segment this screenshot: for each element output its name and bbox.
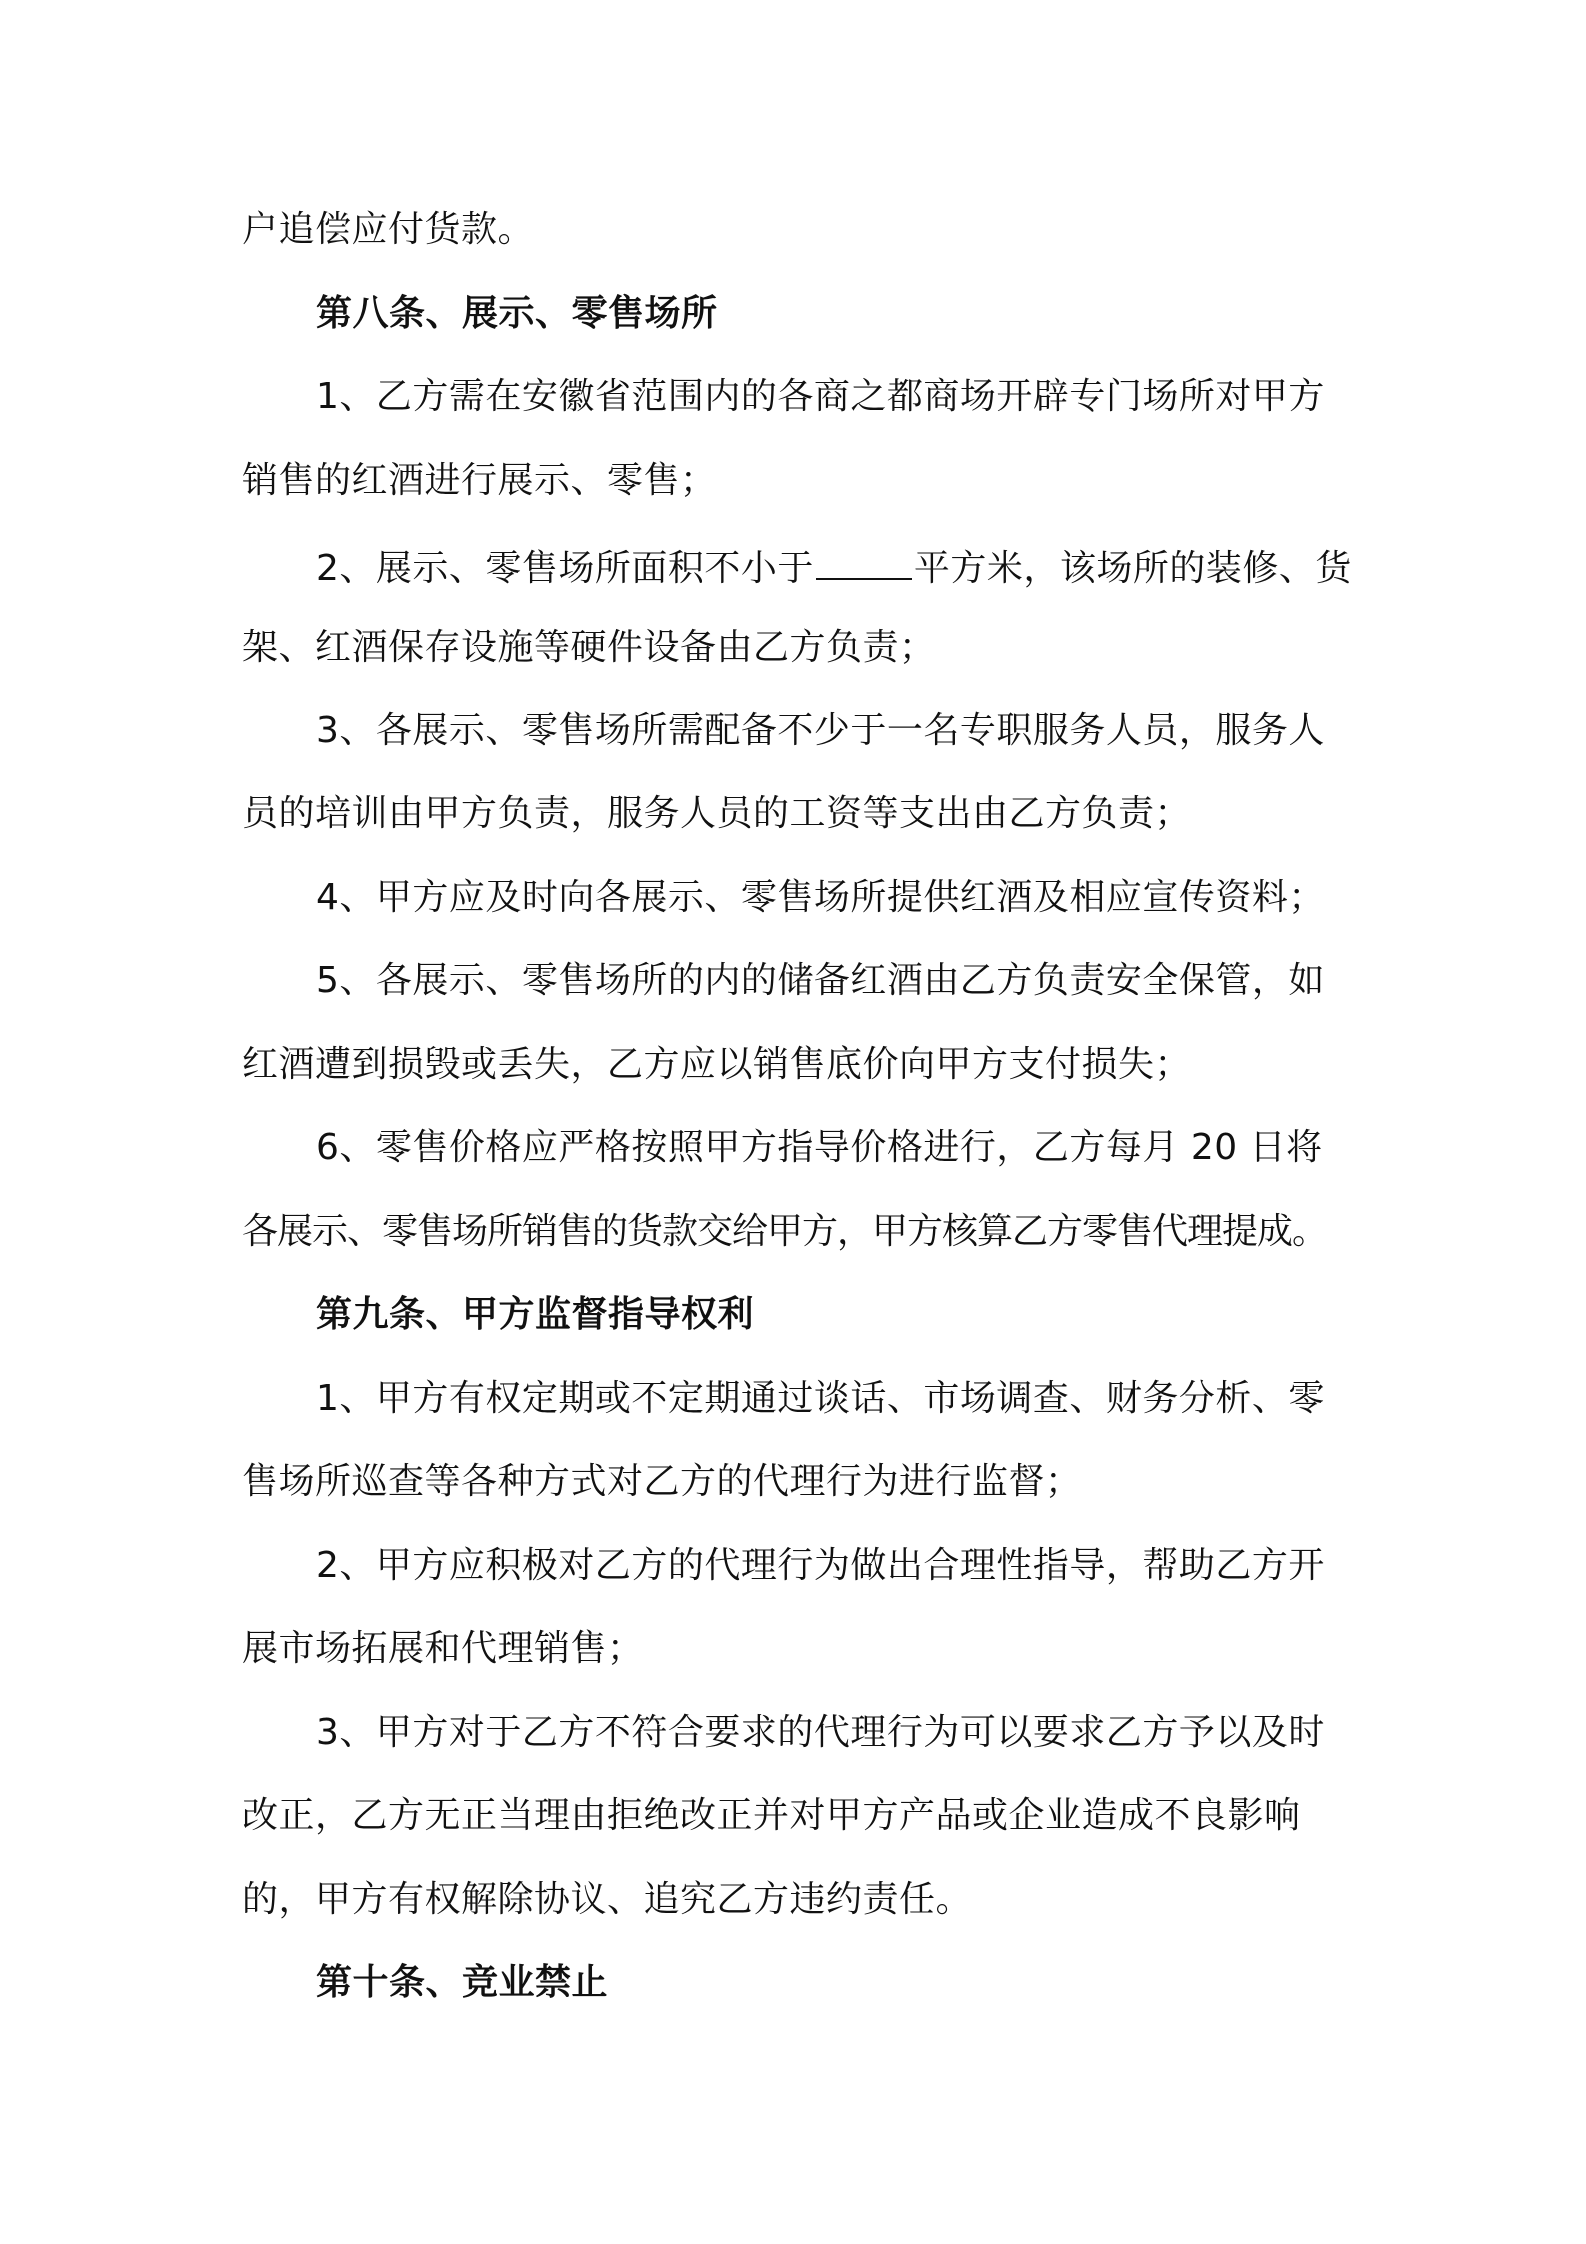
paragraph-line <box>316 1709 1436 1757</box>
text-line: 2、甲方应积极对乙方的代理行为做出合理性指导，帮助乙方开 <box>316 1545 1325 1586</box>
text-line: 1、甲方有权定期或不定期通过谈话、市场调查、财务分析、零 <box>316 1378 1325 1419</box>
paragraph-line <box>242 1792 1362 1840</box>
text-line: 销售的红酒进行展示、零售； <box>242 460 717 501</box>
text-line: 5、各展示、零售场所的内的储备红酒由乙方负责安全保管，如 <box>316 960 1325 1001</box>
paragraph-line <box>316 874 1436 922</box>
paragraph-line <box>242 790 1362 838</box>
text-line: 2、展示、零售场所面积不小于 <box>316 548 814 589</box>
text-line: 架、红酒保存设施等硬件设备由乙方负责； <box>242 627 936 668</box>
text-line: 售场所巡查等各种方式对乙方的代理行为进行监督； <box>242 1461 1082 1502</box>
paragraph-line <box>316 707 1436 755</box>
text-line: 各展示、零售场所销售的货款交给甲方，甲方核算乙方零售代理提成。 <box>242 1211 1328 1252</box>
paragraph-line <box>316 957 1436 1005</box>
text-line: 6、零售价格应严格按照甲方指导价格进行，乙方每月 20 日将 <box>316 1127 1323 1168</box>
paragraph-line <box>242 1625 1362 1673</box>
text-line: 户追偿应付货款。 <box>242 209 535 250</box>
paragraph-line <box>242 1208 1362 1256</box>
paragraph-line <box>242 1876 1362 1924</box>
text-line: 4、甲方应及时向各展示、零售场所提供红酒及相应宣传资料； <box>316 877 1325 918</box>
paragraph-line <box>316 1375 1436 1423</box>
article-heading <box>316 1959 1436 2007</box>
text-line: 1、乙方需在安徽省范围内的各商之都商场开辟专门场所对甲方 <box>316 376 1325 417</box>
text-line: 改正，乙方无正当理由拒绝改正并对甲方产品或企业造成不良影响 <box>242 1795 1301 1836</box>
article-heading <box>316 290 1436 338</box>
text-line: 员的培训由甲方负责，服务人员的工资等支出由乙方负责； <box>242 793 1192 834</box>
blank-underline <box>816 540 912 580</box>
paragraph-line <box>242 624 1362 672</box>
text-line: 3、各展示、零售场所需配备不少于一名专职服务人员，服务人 <box>316 710 1325 751</box>
heading-text: 第九条、甲方监督指导权利 <box>316 1294 755 1335</box>
paragraph-line <box>242 457 1362 505</box>
paragraph-line <box>316 1124 1436 1172</box>
paragraph-line <box>242 1041 1362 1089</box>
heading-text: 第八条、展示、零售场所 <box>316 293 718 334</box>
text-line: 的，甲方有权解除协议、追究乙方违约责任。 <box>242 1879 973 1920</box>
paragraph-line <box>242 1458 1362 1506</box>
paragraph-line <box>316 540 1436 593</box>
text-line: 红酒遭到损毁或丢失，乙方应以销售底价向甲方支付损失； <box>242 1044 1192 1085</box>
heading-text: 第十条、竞业禁止 <box>316 1962 609 2003</box>
paragraph-line <box>316 373 1436 421</box>
text-line: 平方米，该场所的装修、货 <box>913 548 1352 589</box>
article-heading <box>316 1291 1436 1339</box>
text-line: 展市场拓展和代理销售； <box>242 1628 644 1669</box>
paragraph-line <box>316 1542 1436 1590</box>
paragraph-line <box>242 206 1362 254</box>
text-line: 3、甲方对于乙方不符合要求的代理行为可以要求乙方予以及时 <box>316 1712 1325 1753</box>
